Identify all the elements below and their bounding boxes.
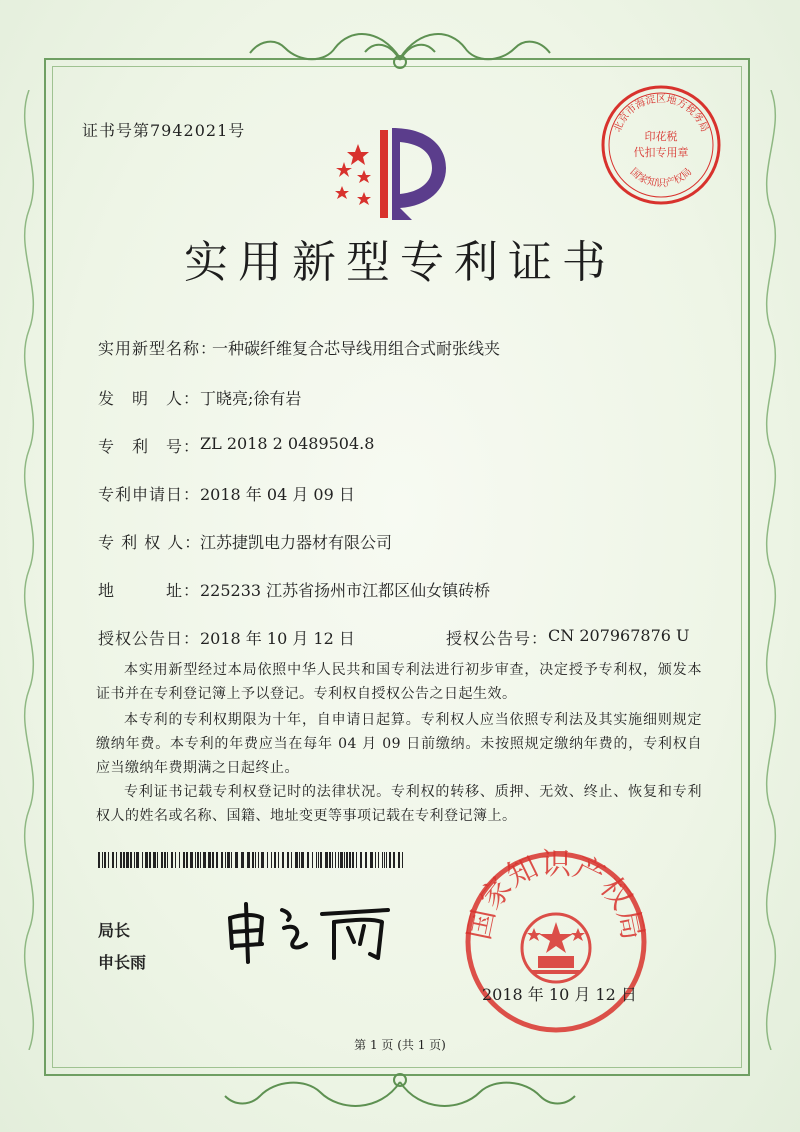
paragraph-1: 本实用新型经过本局依照中华人民共和国专利法进行初步审查，决定授予专利权，颁发本证书并在专利登记簿上予以登记。专利权自授权公告之日起生效。 bbox=[96, 662, 702, 702]
barcode-bar bbox=[378, 852, 379, 868]
barcode-bar bbox=[216, 852, 218, 868]
barcode-bar bbox=[153, 852, 156, 868]
barcode-bar bbox=[282, 852, 284, 868]
barcode-bar bbox=[142, 852, 143, 868]
barcode-bar bbox=[258, 852, 259, 868]
barcode-bar bbox=[349, 852, 351, 868]
barcode-bar bbox=[287, 852, 289, 868]
director-name: 申长雨 bbox=[98, 953, 147, 972]
issue-date: 2018 年 10 月 12 日 bbox=[482, 985, 637, 1004]
barcode-bar bbox=[130, 852, 132, 868]
barcode-bar bbox=[167, 852, 168, 868]
barcode-bar bbox=[352, 852, 354, 868]
utility-model-name: 一种碳纤维复合芯导线用组合式耐张线夹 bbox=[212, 339, 501, 358]
barcode-bar bbox=[190, 852, 193, 868]
barcode-bar bbox=[402, 852, 403, 868]
inventor: 丁晓亮;徐有岩 bbox=[200, 389, 302, 408]
patent-office-logo bbox=[328, 126, 450, 222]
patentee-label: 专 利 权 人： bbox=[98, 533, 202, 552]
tax-stamp bbox=[596, 80, 726, 210]
barcode-bar bbox=[338, 852, 339, 868]
barcode-bar bbox=[393, 852, 395, 868]
barcode-bar bbox=[108, 852, 109, 868]
tax-stamp-ring-text: 北京市海淀区地方税务局 bbox=[612, 94, 710, 134]
barcode-bar bbox=[316, 852, 317, 868]
barcode-bar bbox=[384, 852, 385, 868]
barcode-bar bbox=[134, 852, 135, 868]
national-emblem-icon bbox=[522, 914, 590, 982]
barcode-bar bbox=[197, 852, 199, 868]
barcode-bar bbox=[120, 852, 122, 868]
barcode-bar bbox=[332, 852, 333, 868]
barcode-bar bbox=[179, 852, 180, 868]
barcode-bar bbox=[203, 852, 206, 868]
barcode-bar bbox=[312, 852, 313, 868]
barcode-bar bbox=[278, 852, 279, 868]
barcode-bar bbox=[318, 852, 319, 868]
barcode-bar bbox=[370, 852, 373, 868]
barcode-bar bbox=[360, 852, 362, 868]
application-date: 2018 年 04 月 09 日 bbox=[200, 485, 355, 504]
barcode-bar bbox=[164, 852, 166, 868]
application-date-label: 专利申请日： bbox=[98, 485, 201, 504]
barcode-bar bbox=[241, 852, 244, 868]
grant-number-label: 授权公告号： bbox=[446, 629, 549, 648]
barcode-bar bbox=[247, 852, 250, 868]
barcode-bar bbox=[102, 852, 103, 868]
paragraph-3: 专利证书记载专利权登记时的法律状况。专利权的转移、质押、无效、终止、恢复和专利权人的姓名或名称、国籍、地址变更等事项记载在专利登记簿上。 bbox=[96, 784, 702, 824]
tax-stamp-center-line1: 印花税 bbox=[644, 130, 678, 143]
patent-number-label: 专 利 号： bbox=[98, 437, 201, 456]
barcode-bar bbox=[98, 852, 100, 868]
barcode-bar bbox=[171, 852, 173, 868]
address-label: 地 址： bbox=[98, 581, 201, 600]
bottom-ornament bbox=[220, 1066, 580, 1122]
barcode-bar bbox=[320, 852, 322, 868]
barcode-bar bbox=[346, 852, 348, 868]
barcode-bar bbox=[186, 852, 188, 868]
barcode-bar bbox=[386, 852, 387, 868]
certificate-number: 证书号第7942021号 bbox=[82, 121, 246, 140]
barcode-bar bbox=[183, 852, 185, 868]
page-footer: 第 1 页 (共 1 页) bbox=[354, 1038, 446, 1052]
barcode-bar bbox=[329, 852, 331, 868]
barcode-bar bbox=[274, 852, 276, 868]
grant-number: CN 207967876 U bbox=[548, 626, 690, 645]
barcode-bar bbox=[225, 852, 226, 868]
barcode-bar bbox=[375, 852, 376, 868]
barcode-bar bbox=[398, 852, 400, 868]
barcode-bar bbox=[145, 852, 148, 868]
barcode-bar bbox=[335, 852, 336, 868]
barcode-bar bbox=[136, 852, 139, 868]
barcode-bar bbox=[295, 852, 298, 868]
barcode-bar bbox=[271, 852, 272, 868]
barcode-bar bbox=[252, 852, 254, 868]
barcode-bar bbox=[382, 852, 383, 868]
barcode-bar bbox=[123, 852, 125, 868]
barcode-bar bbox=[227, 852, 230, 868]
barcode-bar bbox=[389, 852, 391, 868]
barcode-bar bbox=[307, 852, 309, 868]
barcode-bar bbox=[365, 852, 367, 868]
barcode-bar bbox=[325, 852, 328, 868]
barcode-bar bbox=[231, 852, 232, 868]
patentee: 江苏捷凯电力器材有限公司 bbox=[200, 533, 393, 552]
barcode-bar bbox=[356, 852, 357, 868]
barcode-bar bbox=[261, 852, 264, 868]
barcode bbox=[98, 852, 406, 868]
barcode-bar bbox=[208, 852, 211, 868]
barcode-bar bbox=[175, 852, 176, 868]
barcode-bar bbox=[161, 852, 163, 868]
barcode-bar bbox=[104, 852, 106, 868]
document-title: 实用新型专利证书 bbox=[184, 237, 616, 288]
tax-stamp-center-line2: 代扣专用章 bbox=[633, 146, 689, 159]
barcode-bar bbox=[291, 852, 292, 868]
tax-stamp-bottom-text: 国家知识产权局 bbox=[627, 166, 695, 190]
grant-date-label: 授权公告日： bbox=[98, 629, 201, 648]
office-seal bbox=[462, 848, 650, 1036]
inventor-label: 发 明 人： bbox=[98, 389, 201, 408]
barcode-bar bbox=[212, 852, 214, 868]
grant-date: 2018 年 10 月 12 日 bbox=[200, 629, 355, 648]
barcode-bar bbox=[157, 852, 158, 868]
barcode-bar bbox=[126, 852, 129, 868]
patent-number: ZL 2018 2 0489504.8 bbox=[200, 434, 375, 453]
barcode-bar bbox=[195, 852, 196, 868]
director-title: 局长 bbox=[98, 921, 131, 940]
utility-model-name-label: 实用新型名称： bbox=[98, 339, 218, 358]
barcode-bar bbox=[299, 852, 300, 868]
barcode-bar bbox=[149, 852, 151, 868]
barcode-bar bbox=[340, 852, 343, 868]
barcode-bar bbox=[301, 852, 304, 868]
paragraph-2: 本专利的专利权期限为十年，自申请日起算。专利权人应当依照专利法及其实施细则规定缴纳年费。本专利的年费应当在每年 04 月 09 日前缴纳。未按照规定缴纳年费的，专利权自应当缴纳年费期满之日起终止。 bbox=[96, 712, 702, 776]
barcode-bar bbox=[200, 852, 201, 868]
seal-ring-text: 国家知识产权局 bbox=[462, 848, 650, 943]
director-signature bbox=[222, 898, 402, 964]
barcode-bar bbox=[344, 852, 345, 868]
barcode-bar bbox=[255, 852, 256, 868]
barcode-bar bbox=[116, 852, 117, 868]
barcode-bar bbox=[267, 852, 268, 868]
top-ornament bbox=[240, 18, 560, 78]
barcode-bar bbox=[112, 852, 114, 868]
barcode-bar bbox=[235, 852, 238, 868]
barcode-bar bbox=[221, 852, 223, 868]
address: 225233 江苏省扬州市江都区仙女镇砖桥 bbox=[200, 581, 491, 600]
